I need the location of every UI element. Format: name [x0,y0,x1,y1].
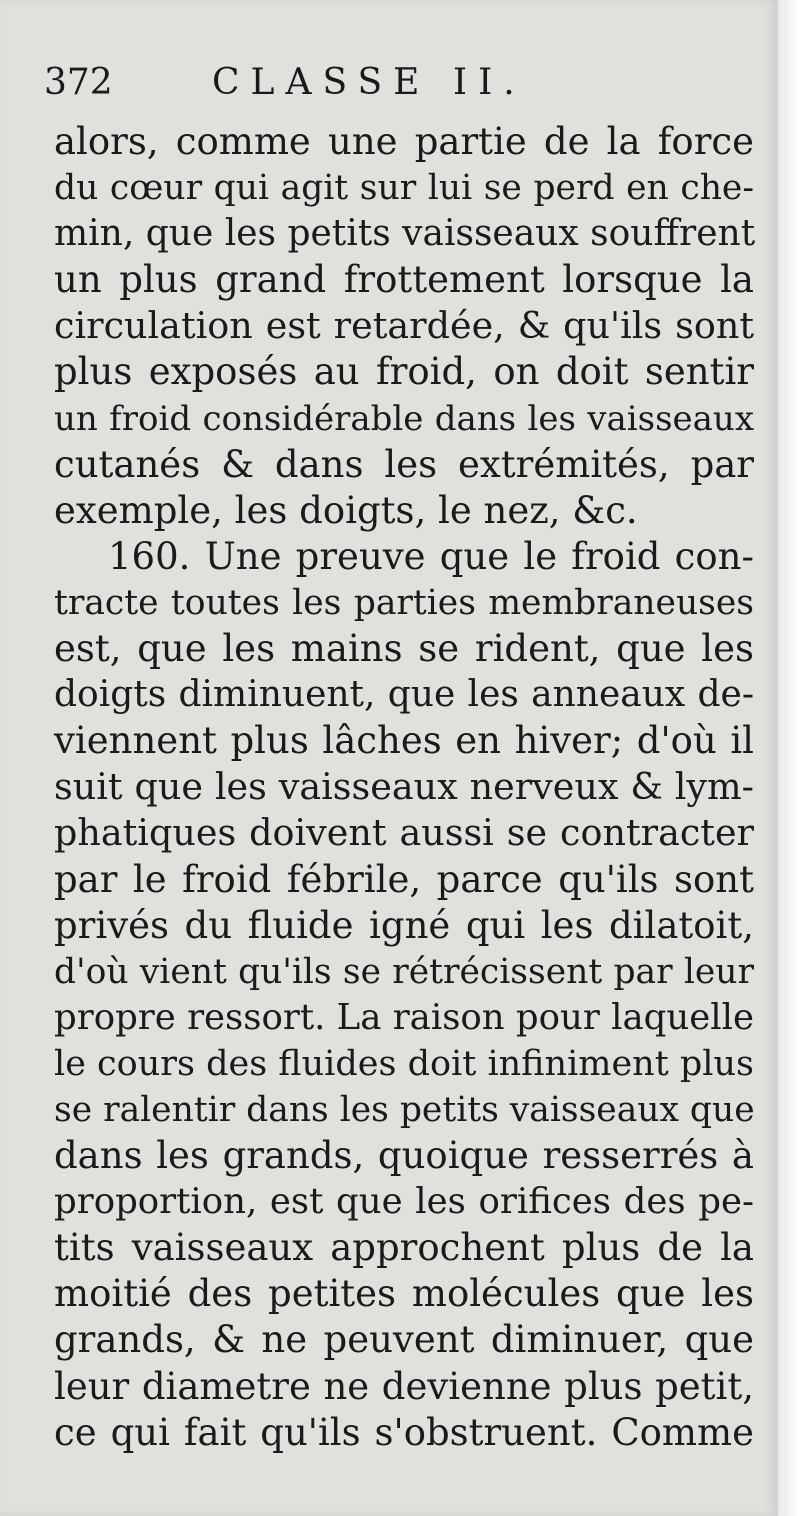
text-line: un froid considérable dans les vaisseaux [54,398,754,439]
text-line: grands, & ne peuvent diminuer, que [54,1318,754,1362]
text-line: propre ressort. La raison pour laquelle [54,996,754,1038]
text-line: leur diametre ne devienne plus petit, [54,1364,754,1408]
body-text [54,119,754,1456]
text-line: est, que les mains se rident, que les [54,627,754,671]
text-line: ce qui fait qu'ils s'obstruent. Comme [54,1410,754,1454]
text-line: le cours des fluides doit infiniment plus [54,1043,754,1084]
text-line: doigts diminuent, que les anneaux de- [54,674,754,716]
paragraph-start-line: 160. Une preuve que le froid con- [108,534,754,578]
page-number: 372 [44,62,113,103]
text-line: dans les grands, quoique resserrés à [54,1134,754,1178]
text-line: tracte toutes les parties membraneuses [54,582,754,623]
text-line: circulation est retardée, & qu'ils sont [54,304,754,348]
text-line: min, que les petits vaisseaux souffrent [54,213,756,255]
page-edge [778,0,800,1516]
text-line: cutanés & dans les extrémités, par [54,442,754,486]
text-line: un plus grand frottement lorsque la [54,258,754,302]
text-line: exemple, les doigts, le nez, &c. [54,488,638,532]
text-line: phatiques doivent aussi se contracter [54,811,754,855]
text-line: tits vaisseaux approchent plus de la [54,1226,754,1270]
text-line: du cœur qui agit sur lui se perd en che- [54,168,754,209]
text-line: plus exposés au froid, on doit sentir [54,350,754,394]
text-line: privés du fluide igné qui les dilatoit, [54,903,754,947]
text-line: par le froid fébrile, parce qu'ils sont [54,857,754,901]
running-head: CLASSE II. [212,62,526,103]
text-line: suit que les vaisseaux nerveux & lym- [54,765,754,809]
text-line: se ralentir dans les petits vaisseaux que [54,1089,755,1130]
text-line: alors, comme une partie de la force [54,120,754,163]
text-line: d'où vient qu'ils se rétrécissent par leur [54,951,754,992]
text-line: proportion, est que les orifices des pe- [54,1181,754,1223]
text-line: moitié des petites molécules que les [54,1272,754,1316]
text-line: viennent plus lâches en hiver; d'où il [54,719,754,763]
page-header [44,58,744,108]
